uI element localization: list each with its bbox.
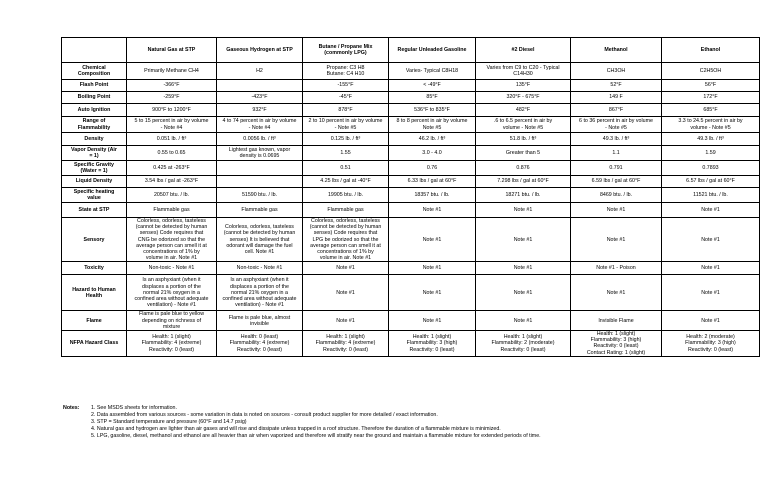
row-label: Chemical Composition: [62, 63, 127, 80]
header-corner: [62, 38, 127, 63]
table-row: [62, 80, 760, 92]
table-cell: 0.791: [571, 161, 662, 176]
column-header: Ethanol: [662, 38, 760, 63]
table-cell: Varies from C9 to C20 - Typical C14H30: [476, 63, 571, 80]
table-cell: [217, 80, 303, 92]
table-cell: 1.59: [662, 146, 760, 161]
table-cell: 932°F: [217, 104, 303, 117]
table-row: [62, 104, 760, 117]
table-cell: 4.25 lbs / gal at -40°F: [303, 176, 389, 188]
row-label: Flame: [62, 311, 127, 331]
table-cell: Colorless, odorless, tasteless (cannot be detected by human senses) It is believed that odorant will damage the fuel cell. Note #1: [217, 218, 303, 262]
table-body: [62, 63, 760, 357]
table-cell: 6.33 lbs / gal at 60°F: [389, 176, 476, 188]
table-cell: 7.298 lbs / gal at 60°F: [476, 176, 571, 188]
table-cell: 0.7893: [662, 161, 760, 176]
table-cell: Greater than 5: [476, 146, 571, 161]
table-cell: 135°F: [476, 80, 571, 92]
table-cell: Health: 1 (slight) Flammability: 4 (extreme) Reactivity: 0 (least): [303, 331, 389, 357]
table-cell: Note #1: [476, 275, 571, 311]
table-cell: 0.125 lb. / ft³: [303, 133, 389, 146]
table-cell: Flammable gas: [303, 203, 389, 218]
table-cell: Note #1: [389, 262, 476, 275]
table-cell: Flammable gas: [217, 203, 303, 218]
table-cell: 20507 btu. / lb.: [127, 188, 217, 203]
table-cell: 0.55 to 0.65: [127, 146, 217, 161]
row-label: State at STP: [62, 203, 127, 218]
table-cell: .6 to 6.5 percent in air by volume - Note #5: [476, 117, 571, 133]
table-cell: -423°F: [217, 92, 303, 104]
table-cell: Flammable gas: [127, 203, 217, 218]
table-row: [62, 63, 760, 80]
table-cell: 3.0 - 4.0: [389, 146, 476, 161]
row-label: Boiling Point: [62, 92, 127, 104]
row-label: Specific heating value: [62, 188, 127, 203]
row-label: Specific Gravity (Water = 1): [62, 161, 127, 176]
table-cell: 52°F: [571, 80, 662, 92]
table-cell: 49.3 lb. / ft³: [662, 133, 760, 146]
table-cell: Colorless, odorless, tasteless (cannot be detected by human senses) Code requires that LPG be odorized so that the average person can smell it at concentrations of 1% by volume in air. Note #1: [303, 218, 389, 262]
table-cell: 18271 btu. / lb.: [476, 188, 571, 203]
table-cell: Flame is pale blue, almost invisible: [217, 311, 303, 331]
table-cell: 0.76: [389, 161, 476, 176]
table-row: [62, 188, 760, 203]
table-cell: Note #1: [389, 218, 476, 262]
table-cell: Health: 1 (slight) Flammability: 2 (moderate) Reactivity: 0 (least): [476, 331, 571, 357]
table-cell: Note #1: [389, 275, 476, 311]
table-cell: Note #1 - Poison: [571, 262, 662, 275]
column-header: Gaseous Hydrogen at STP: [217, 38, 303, 63]
table-cell: Health: 2 (moderate) Flammability: 3 (high) Reactivity: 0 (least): [662, 331, 760, 357]
table-cell: < -49°F: [389, 80, 476, 92]
table-row: [62, 146, 760, 161]
table-row: [62, 262, 760, 275]
note-item: 2. Data assembled from various sources - some variation in data is noted on sources - consult product supplier for more detailed / exact information.: [91, 412, 438, 419]
table-cell: [217, 176, 303, 188]
table-cell: 56°F: [662, 80, 760, 92]
table-cell: Note #1: [303, 275, 389, 311]
note-item: 4. Natural gas and hydrogen are lighter than air gases and will rise and dissipate unless trapped in a roof structure. Therefore the duration of a flammable mixture is minimized.: [91, 426, 501, 433]
table-cell: 6.59 lbs / gal at 60°F: [571, 176, 662, 188]
table-cell: Note #1: [662, 275, 760, 311]
notes-list: [91, 405, 751, 440]
table-row: [62, 275, 760, 311]
row-label: NFPA Hazard Class: [62, 331, 127, 357]
table-cell: Colorless, odorless, tasteless (cannot be detected by human senses) Code requires that CNG be odorized so that the average person can smell it at concentrations of 1% by volume in air. Note #1: [127, 218, 217, 262]
note-item: 5. LPG, gasoline, diesel, methanol and ethanol are all heavier than air when vaporized and therefore will stratify near the ground and maintain a flammable mixture for extended periods of time.: [91, 433, 541, 440]
table-row: [62, 133, 760, 146]
table-cell: Note #1: [389, 311, 476, 331]
table-cell: 0.0056 lb. / ft³: [217, 133, 303, 146]
table-cell: Is an asphyxiant (when it displaces a portion of the normal 21% oxygen in a confined area without adequate ventilation) - Note #1: [217, 275, 303, 311]
table-cell: 49.3 lb. / ft³: [571, 133, 662, 146]
table-cell: Propane: C3 H8 Butane: C4 H10: [303, 63, 389, 80]
table-cell: Note #1: [571, 218, 662, 262]
table-cell: 51590 btu. / lb.: [217, 188, 303, 203]
table-cell: Primarily Methane CH4: [127, 63, 217, 80]
row-label: Hazard to Human Health: [62, 275, 127, 311]
table-cell: Note #1: [476, 311, 571, 331]
table-cell: Health: 0 (least) Flammability: 4 (extreme) Reactivity: 0 (least): [217, 331, 303, 357]
column-header: Natural Gas at STP: [127, 38, 217, 63]
header-row: [62, 38, 760, 63]
table-row: [62, 176, 760, 188]
column-header: #2 Diesel: [476, 38, 571, 63]
table-cell: [217, 161, 303, 176]
row-label: Vapor Density (Air = 1): [62, 146, 127, 161]
table-row: [62, 117, 760, 133]
row-label: Liquid Density: [62, 176, 127, 188]
table-cell: 6.57 lbs / gal at 60°F: [662, 176, 760, 188]
table-cell: C2H5OH: [662, 63, 760, 80]
table-cell: 2 to 10 percent in air by volume - Note #5: [303, 117, 389, 133]
table-cell: Note #1: [571, 203, 662, 218]
table-cell: 8 to 8 percent in air by volume Note #5: [389, 117, 476, 133]
row-label: Toxicity: [62, 262, 127, 275]
table-row: [62, 92, 760, 104]
table-cell: 3.3 to 24.5 percent in air by volume - Note #5: [662, 117, 760, 133]
row-label: Auto Ignition: [62, 104, 127, 117]
table-cell: 320°F - 675°F: [476, 92, 571, 104]
column-header: Butane / Propane Mix (commonly LPG): [303, 38, 389, 63]
table-cell: Note #1: [662, 203, 760, 218]
table-cell: Health: 1 (slight) Flammability: 4 (extreme) Reactivity: 0 (least): [127, 331, 217, 357]
column-header: Regular Unleaded Gasoline: [389, 38, 476, 63]
table-row: [62, 311, 760, 331]
table-cell: -259°F: [127, 92, 217, 104]
table-cell: 482°F: [476, 104, 571, 117]
table-cell: Lightest gas known, vapor density is 0.0695: [217, 146, 303, 161]
table-cell: 0.51: [303, 161, 389, 176]
table-cell: Non-toxic - Note #1: [127, 262, 217, 275]
note-item: 1. See MSDS sheets for information.: [91, 405, 177, 411]
table-cell: 149 F: [571, 92, 662, 104]
table-cell: Flame is pale blue to yellow depending on richness of mixture: [127, 311, 217, 331]
table-cell: Note #1: [389, 203, 476, 218]
table-cell: -45°F: [303, 92, 389, 104]
table-cell: 85°F: [389, 92, 476, 104]
table-cell: 867°F: [571, 104, 662, 117]
table-cell: -155°F: [303, 80, 389, 92]
column-header: Methanol: [571, 38, 662, 63]
table-cell: Note #1: [662, 218, 760, 262]
table-cell: Note #1: [303, 262, 389, 275]
table-cell: 5 to 15 percent in air by volume - Note #4: [127, 117, 217, 133]
table-cell: 0.425 at -263°F: [127, 161, 217, 176]
table-cell: H2: [217, 63, 303, 80]
table-cell: 19905 btu. / lb.: [303, 188, 389, 203]
row-label: Range of Flammability: [62, 117, 127, 133]
table-cell: -366°F: [127, 80, 217, 92]
table-cell: Non-toxic - Note #1: [217, 262, 303, 275]
table-cell: Varies- Typical C8H18: [389, 63, 476, 80]
table-cell: Note #1: [476, 262, 571, 275]
table-cell: Note #1: [662, 311, 760, 331]
table-cell: 900°F to 1200°F: [127, 104, 217, 117]
table-cell: 18357 btu. / lb.: [389, 188, 476, 203]
table-row: [62, 161, 760, 176]
table-cell: 172°F: [662, 92, 760, 104]
fuel-comparison-table: [61, 37, 760, 357]
table-cell: Invisible Flame: [571, 311, 662, 331]
table-cell: 1.1: [571, 146, 662, 161]
table-cell: 1.55: [303, 146, 389, 161]
table-row: [62, 331, 760, 357]
table-cell: Is an asphyxiant (when it displaces a portion of the normal 21% oxygen in a confined area without adequate ventilation) - Note #1: [127, 275, 217, 311]
table-row: [62, 203, 760, 218]
row-label: Sensory: [62, 218, 127, 262]
table-cell: Health: 1 (slight) Flammability: 3 (high) Reactivity: 0 (least): [389, 331, 476, 357]
notes-label: Notes:: [63, 405, 80, 411]
note-item: 3. STP = Standard temperature and pressure (60°F and 14.7 psig): [91, 419, 247, 426]
table-cell: Note #1: [303, 311, 389, 331]
table-cell: Note #1: [476, 203, 571, 218]
table-cell: 8469 btu. / lb.: [571, 188, 662, 203]
table-cell: 0.051 lb. / ft³: [127, 133, 217, 146]
table-row: [62, 218, 760, 262]
table-cell: Note #1: [476, 218, 571, 262]
table-cell: 51.8 lb. / ft³: [476, 133, 571, 146]
table-cell: 4 to 74 percent in air by volume - Note #4: [217, 117, 303, 133]
table-cell: Note #1: [571, 275, 662, 311]
table-cell: 3.54 lbs / gal at -263°F: [127, 176, 217, 188]
table-cell: Health: 1 (slight) Flammability: 3 (high) Reactivity: 0 (least) Contact Rating: 1 (slight): [571, 331, 662, 357]
row-label: Flash Point: [62, 80, 127, 92]
table-cell: 0.876: [476, 161, 571, 176]
table-cell: 878°F: [303, 104, 389, 117]
table-cell: 685°F: [662, 104, 760, 117]
table-cell: 6 to 36 percent in air by volume - Note #5: [571, 117, 662, 133]
table-cell: Note #1: [662, 262, 760, 275]
table-cell: 46.2 lb. / ft³: [389, 133, 476, 146]
table-cell: CH3OH: [571, 63, 662, 80]
table-cell: 11521 btu. / lb.: [662, 188, 760, 203]
row-label: Density: [62, 133, 127, 146]
table-cell: 536°F to 835°F: [389, 104, 476, 117]
